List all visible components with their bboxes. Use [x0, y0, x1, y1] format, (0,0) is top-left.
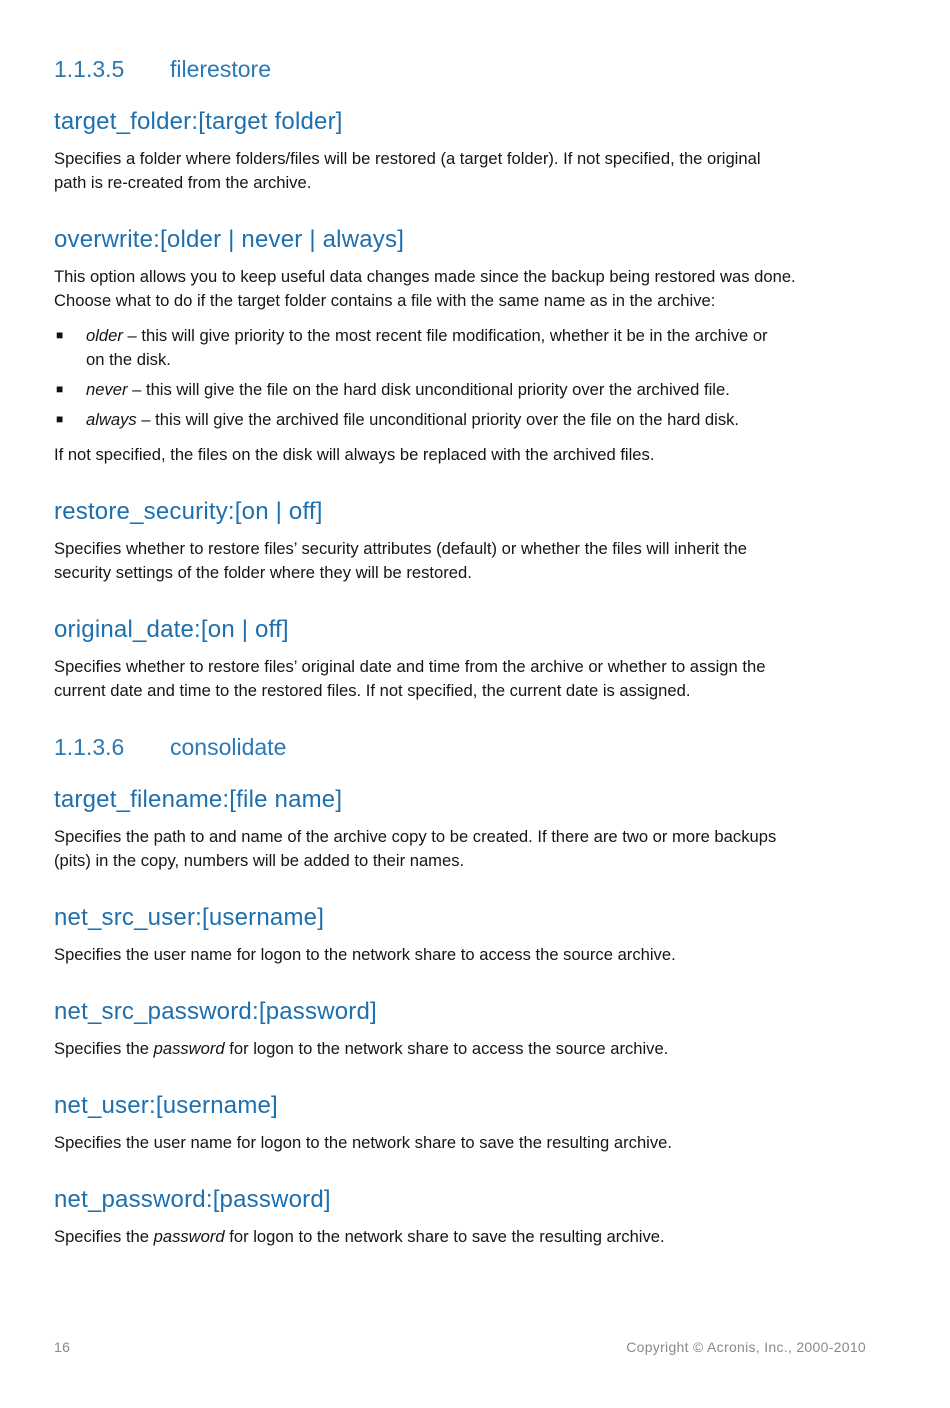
- net-src-user-heading: net_src_user:[username]: [54, 904, 325, 931]
- bullet-never: [86, 378, 730, 402]
- target-folder-heading: target_folder:[target folder]: [54, 108, 343, 135]
- desc-suffix: for logon to the network share to save the resulting archive.: [224, 1227, 665, 1246]
- bullet-marker: ■: [56, 328, 64, 342]
- restore-security-desc-line2: security settings of the folder where they will be restored.: [54, 563, 472, 582]
- term-password: password: [153, 1227, 225, 1246]
- bullet-always-text: – this will give the archived file unconditional priority over the file on the hard disk.: [136, 410, 740, 429]
- net-user-desc: Specifies the user name for logon to the network share to save the resulting archive.: [54, 1133, 672, 1152]
- section-title: consolidate: [170, 734, 287, 760]
- bullet-marker: ■: [56, 382, 64, 396]
- term-never: never: [86, 380, 128, 399]
- target-filename-heading: target_filename:[file name]: [54, 786, 343, 813]
- bullet-never-text: – this will give the file on the hard disk unconditional priority over the archived file.: [127, 380, 730, 399]
- term-always: always: [86, 410, 137, 429]
- target-folder-desc-line1: Specifies a folder where folders/files will be restored (a target folder). If not specified, the original: [54, 149, 761, 168]
- bullet-always: [86, 408, 739, 432]
- original-date-heading: original_date:[on | off]: [54, 616, 289, 643]
- desc-suffix: for logon to the network share to access the source archive.: [224, 1039, 669, 1058]
- section-title: filerestore: [170, 56, 271, 82]
- target-folder-desc-line2: path is re-created from the archive.: [54, 173, 312, 192]
- original-date-desc-line2: current date and time to the restored files. If not specified, the current date is assigned.: [54, 681, 691, 700]
- net-password-heading: net_password:[password]: [54, 1186, 331, 1213]
- target-filename-desc-line2: (pits) in the copy, numbers will be added to their names.: [54, 851, 465, 870]
- net-user-heading: net_user:[username]: [54, 1092, 278, 1119]
- overwrite-desc-line1: This option allows you to keep useful data changes made since the backup being restored was done.: [54, 267, 796, 286]
- bullet-older-line2: on the disk.: [86, 350, 171, 369]
- restore-security-heading: restore_security:[on | off]: [54, 498, 323, 525]
- bullet-older-line1: [86, 324, 768, 348]
- bullet-marker: ■: [56, 412, 64, 426]
- overwrite-heading: overwrite:[older | never | always]: [54, 226, 405, 253]
- overwrite-desc-line2: Choose what to do if the target folder contains a file with the same name as in the archive:: [54, 291, 716, 310]
- section-number: 1.1.3.6: [54, 734, 125, 760]
- restore-security-desc-line1: Specifies whether to restore files’ security attributes (default) or whether the files will inherit the: [54, 539, 747, 558]
- net-src-password-heading: net_src_password:[password]: [54, 998, 377, 1025]
- page-number: 16: [54, 1339, 71, 1355]
- net-src-user-desc: Specifies the user name for logon to the network share to access the source archive.: [54, 945, 676, 964]
- term-older: older: [86, 326, 123, 345]
- target-filename-desc-line1: Specifies the path to and name of the archive copy to be created. If there are two or more backups: [54, 827, 777, 846]
- desc-prefix: Specifies the: [54, 1039, 154, 1058]
- section-number: 1.1.3.5: [54, 56, 125, 82]
- overwrite-footnote: If not specified, the files on the disk will always be replaced with the archived files.: [54, 445, 655, 464]
- copyright: Copyright © Acronis, Inc., 2000-2010: [626, 1339, 866, 1355]
- original-date-desc-line1: Specifies whether to restore files’ original date and time from the archive or whether to assign the: [54, 657, 766, 676]
- net-password-desc: [54, 1225, 665, 1249]
- bullet-older-text: – this will give priority to the most recent file modification, whether it be in the archive or: [122, 326, 768, 345]
- desc-prefix: Specifies the: [54, 1227, 154, 1246]
- net-src-password-desc: [54, 1037, 668, 1061]
- term-password: password: [153, 1039, 225, 1058]
